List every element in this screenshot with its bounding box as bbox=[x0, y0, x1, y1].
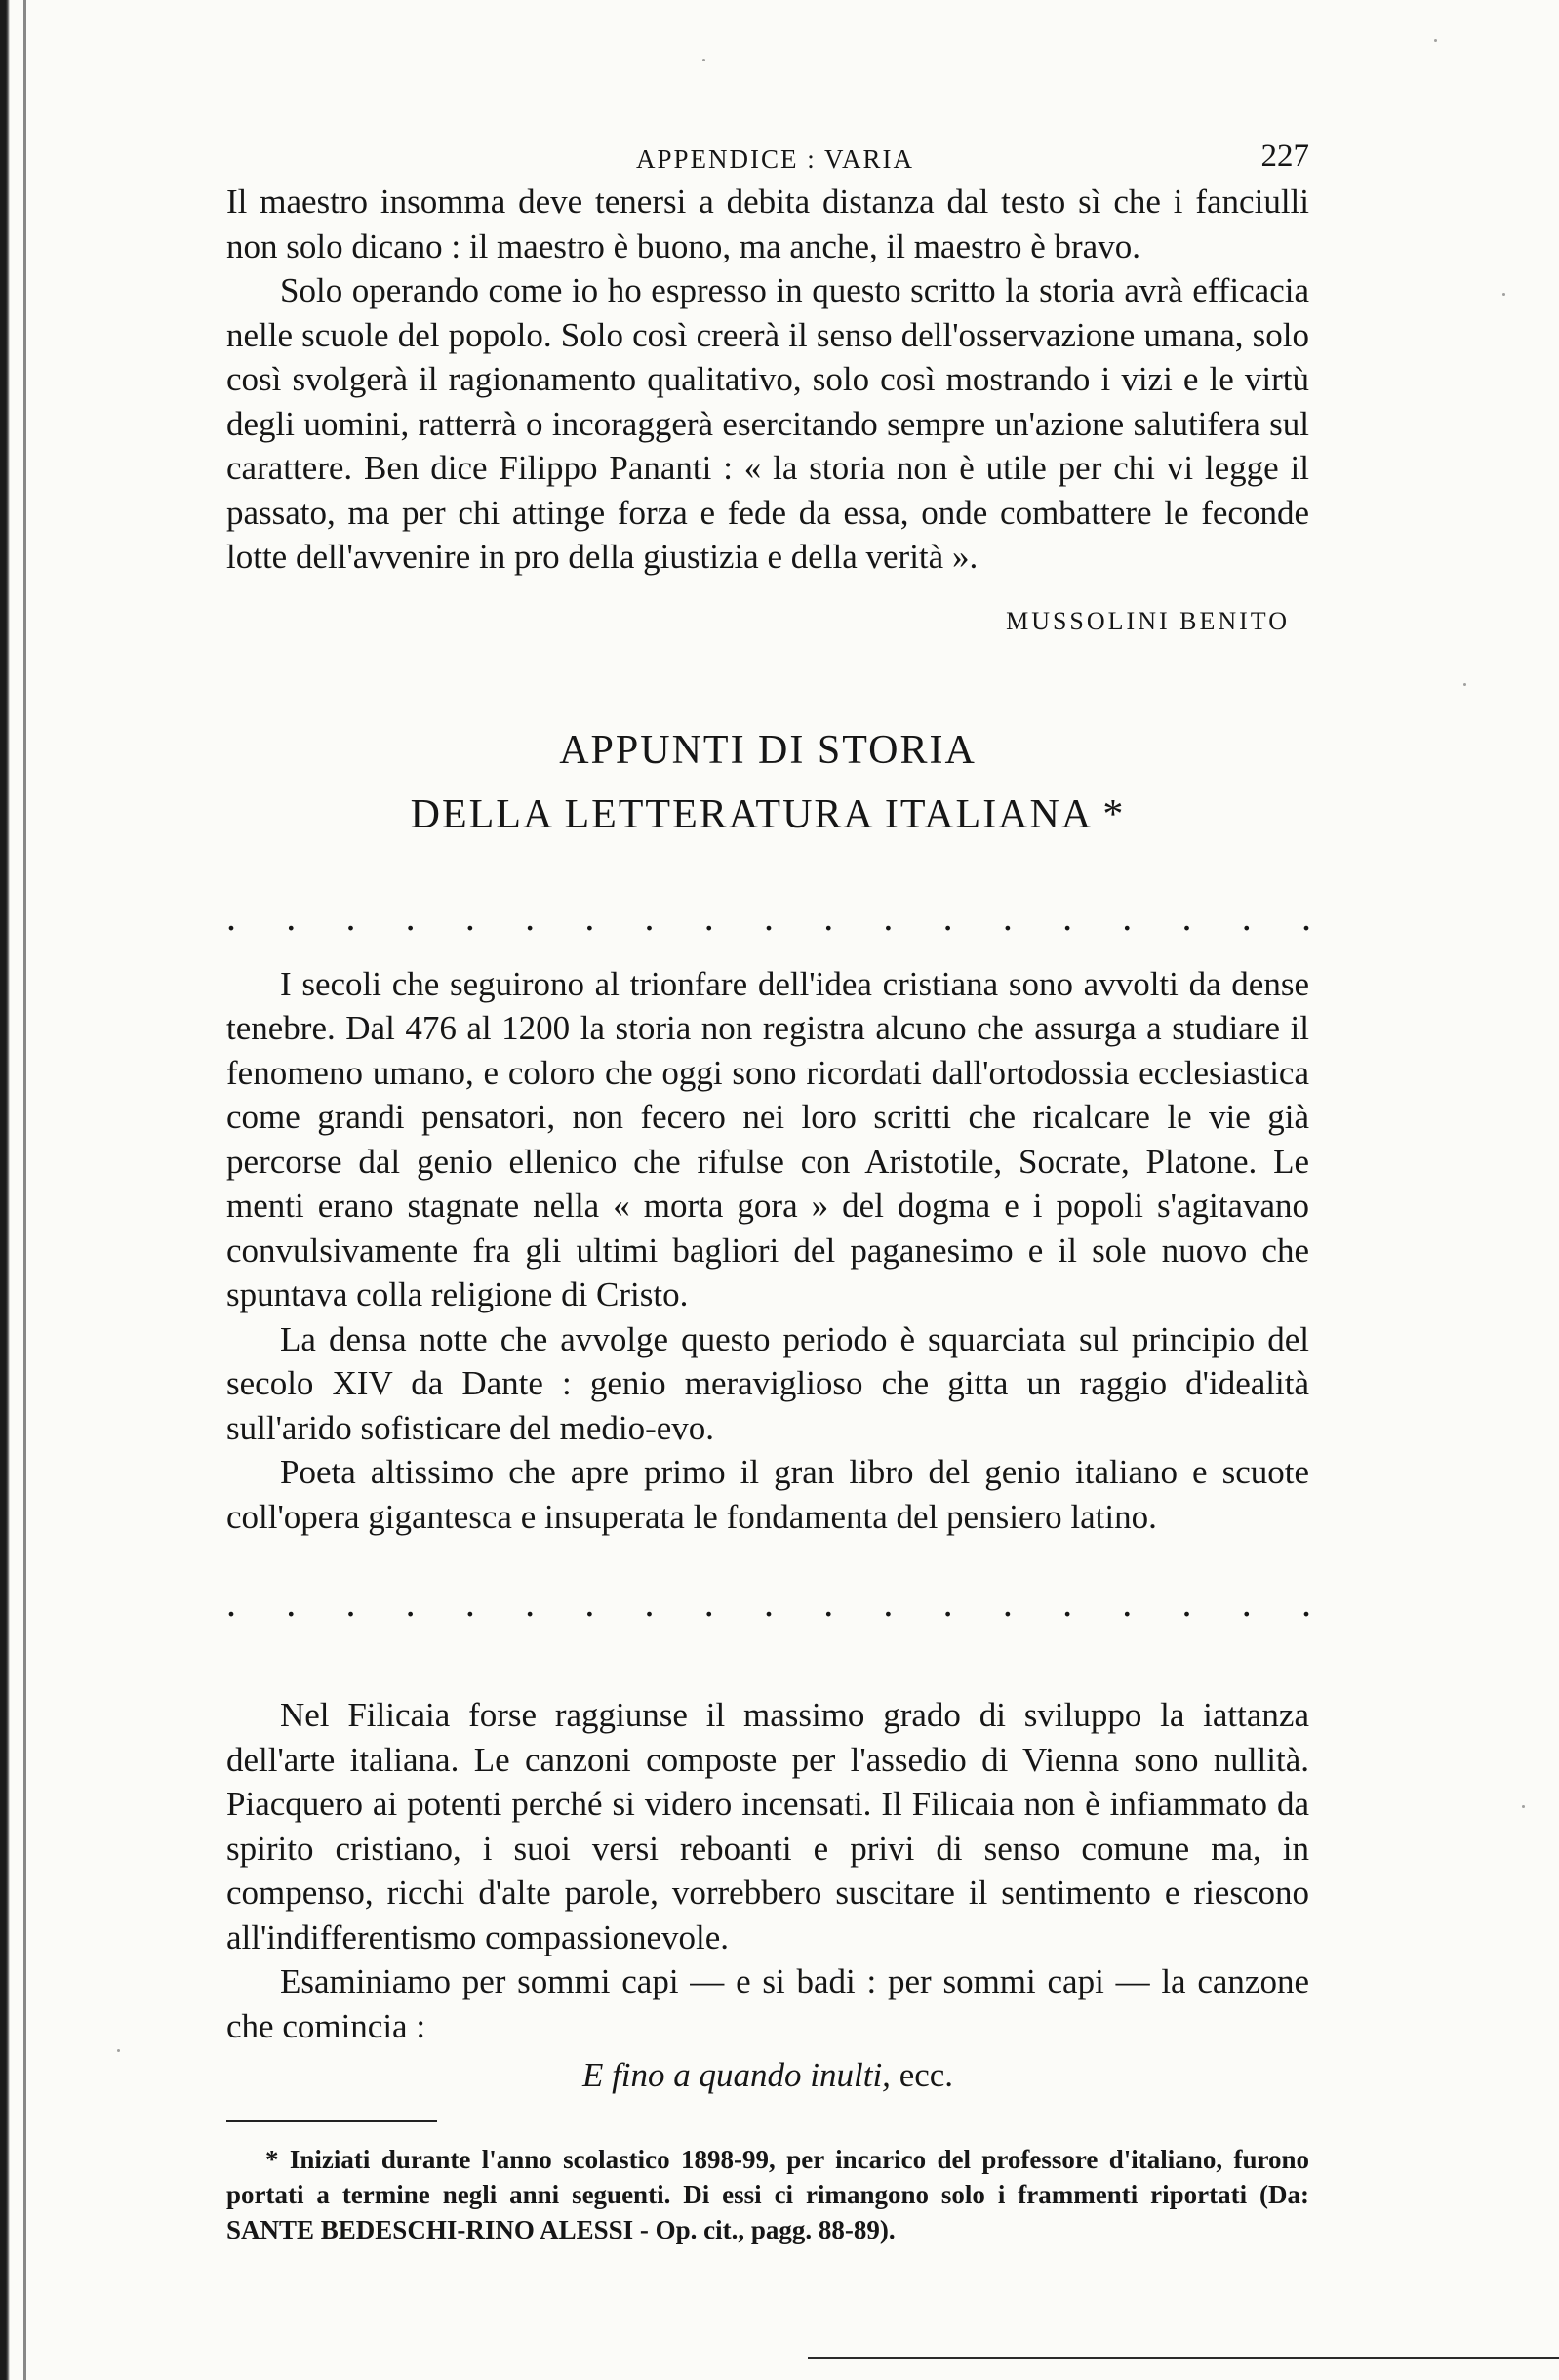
book-binding-edge bbox=[0, 0, 10, 2380]
quoted-verse bbox=[226, 2052, 1309, 2099]
paragraph: Il maestro insomma deve tenersi a debita distanza dal testo sì che i fanciulli non solo dicano : il maestro è buono, ma anche, il maestro è bravo. bbox=[226, 182, 1309, 265]
paragraph: Solo operando come io ho espresso in questo scritto la storia avrà efficacia nelle scuole del popolo. Solo così creerà il senso dell'osservazione umana, solo così svolgerà il ragionamento qualitativo, solo così mostrando i vizi e le virtù degli uomini, ratterrà o incoraggerà esercitando sempre un'azione salutifera sul carattere. Ben dice Filippo Pananti : « la storia non è utile per chi vi legge il passato, ma per chi attinge forza e fede da essa, onde combattere le feconde lotte dell'avvenire in pro della giustizia e della verità ». bbox=[226, 271, 1309, 576]
section-history-teaching bbox=[226, 180, 1309, 636]
scan-speck bbox=[117, 2049, 120, 2052]
title-line: DELLA LETTERATURA ITALIANA * bbox=[410, 791, 1126, 837]
paragraph: La densa notte che avvolge questo periodo è squarciata sul principio del secolo XIV da Dante : genio meraviglioso che gitta un raggio d'idealità sull'arido sofisticare del medio-evo. bbox=[226, 1319, 1309, 1447]
paragraph: Poeta altissimo che apre primo il gran libro del genio italiano e scuote coll'opera gigantesca e insuperata le fondamenta del pensiero latino. bbox=[226, 1453, 1309, 1536]
page bbox=[226, 127, 1309, 2247]
scan-speck bbox=[702, 59, 705, 61]
section-filicaia bbox=[226, 1693, 1309, 2099]
verse-rest: ecc. bbox=[890, 2056, 954, 2094]
title-line: APPUNTI DI STORIA bbox=[559, 727, 977, 773]
article-title bbox=[226, 718, 1309, 847]
binding-shadow bbox=[23, 0, 26, 2380]
running-title: APPENDICE : VARIA bbox=[636, 144, 915, 174]
section-dante bbox=[226, 962, 1309, 1540]
scan-speck bbox=[1463, 683, 1466, 686]
omission-dots: . . . . . . . . . . . . . . . . . . . bbox=[226, 894, 1311, 939]
paragraph: Nel Filicaia forse raggiunse il massimo grado di sviluppo la iattanza dell'arte italiana. Le canzoni composte per l'assedio di Vienna sono nullità. Piacquero ai potenti perché si videro incensati. Il Filicaia non è infiammato da spirito cristiano, i suoi versi reboanti e privi di senso comune ma, in compenso, ricchi d'alte parole, vorrebbero suscitare il sentimento e riescono all'indifferentismo compassionevole. bbox=[226, 1696, 1309, 1956]
page-number: 227 bbox=[1260, 139, 1309, 174]
scan-edge-line bbox=[808, 2357, 1559, 2359]
footnote: * Iniziati durante l'anno scolastico 1898-99, per incarico del professore d'italiano, furono portati a termine negli anni seguenti. Di essi ci rimangono solo i frammenti riportati (Da: SANTE BEDESCHI-RINO ALESSI - Op. cit., pagg. 88-89). bbox=[226, 2145, 1309, 2244]
omission-dots: . . . . . . . . . . . . . . . . . . . bbox=[226, 1581, 1311, 1625]
footnote-rule bbox=[226, 2120, 437, 2122]
scan-speck bbox=[1502, 293, 1505, 296]
paragraph: I secoli che seguirono al trionfare dell'idea cristiana sono avvolti da dense tenebre. Dal 476 al 1200 la storia non registra alcuno che assurga a studiare il fenomeno umano, e coloro che oggi sono ricordati dall'ortodossia ecclesiastica come grandi pensatori, non fecero nei loro scritti che ricalcare le vie già percorse dal genio ellenico che rifulse con Aristotile, Socrate, Platone. Le menti erano stagnate nella « morta gora » del dogma e i popoli s'agitavano convulsivamente fra gli ultimi bagliori del paganesimo e il sole nuovo che spuntava colla religione di Cristo. bbox=[226, 964, 1309, 1313]
scan-speck bbox=[1522, 1805, 1525, 1808]
author-signature: MUSSOLINI BENITO bbox=[1006, 606, 1290, 635]
verse-italic: E fino a quando inulti, bbox=[581, 2056, 891, 2094]
scan-speck bbox=[1434, 39, 1437, 42]
paragraph: Esaminiamo per sommi capi — e si badi : per sommi capi — la canzone che comincia : bbox=[226, 1962, 1309, 2045]
page-header bbox=[226, 127, 1309, 180]
